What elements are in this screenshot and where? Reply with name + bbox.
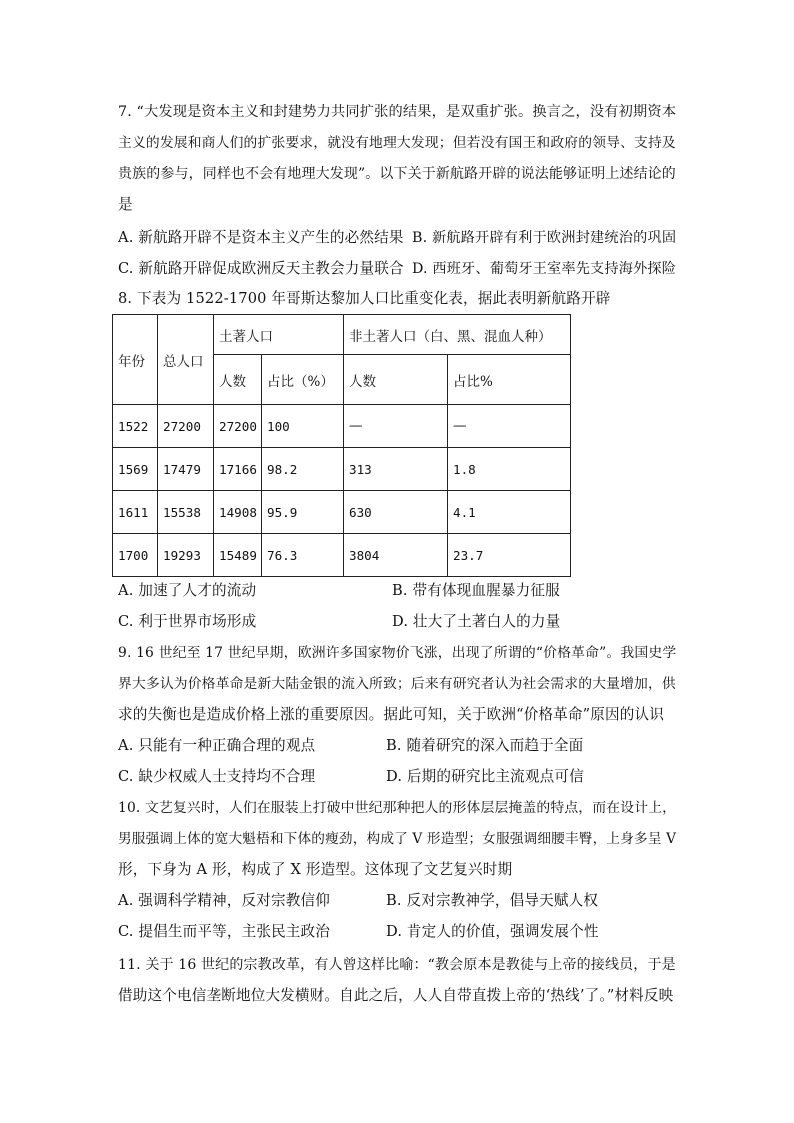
q7-option-a: A. 新航路开辟不是资本主义产生的必然结果 [118,229,404,246]
q7-stem-line-1: 7. “大发现是资本主义和封建势力共同扩张的结果，是双重扩张。换言之，没有初期资本 [118,104,677,120]
cell-year: 1700 [113,534,158,577]
q9-option-b: B. 随着研究的深入而趋于全面 [386,737,584,754]
header-non-native-share: 占比% [448,355,571,405]
q7-option-d: D. 西班牙、葡萄牙王室率先支持海外探险 [412,261,677,277]
cell-total: 27200 [158,405,214,448]
cell-native-share: 98.2 [262,448,344,491]
cell-non-native-share: 23.7 [448,534,571,577]
q9-option-c: C. 缺少权威人士支持均不合理 [118,768,316,785]
q7-stem-line-3: 贵族的参与，同样也不会有地理大发现”。以下关于新航路开辟的说法能够证明上述结论的 [118,166,676,182]
cell-non-native-count: — [344,405,448,448]
q10-option-a: A. 强调科学精神，反对宗教信仰 [118,892,330,909]
q7-option-c: C. 新航路开辟促成欧洲反天主教会力量联合 [118,260,404,277]
cell-native-share: 76.3 [262,534,344,577]
table-row [113,448,571,491]
header-year: 年份 [113,315,158,405]
cell-native-share: 95.9 [262,491,344,534]
cell-non-native-share: 1.8 [448,448,571,491]
cell-non-native-share: — [448,405,571,448]
q10-stem-line-1: 10. 文艺复兴时，人们在服装上打破中世纪那种把人的形体层层掩盖的特点，而在设计上， [118,800,677,816]
q9-option-a: A. 只能有一种正确合理的观点 [118,737,316,754]
q9-stem-line-2: 界大多认为价格革命是新大陆金银的流入所致；后来有研究者认为社会需求的大量增加，供 [118,676,676,692]
cell-year: 1611 [113,491,158,534]
cell-non-native-count: 630 [344,491,448,534]
q11-stem-line-2: 借助这个电信垄断地位大发横财。自此之后，人人自带直拨上帝的‘热线’了。”材料反映 [118,987,674,1004]
q10-option-d: D. 肯定人的价值，强调发展个性 [386,923,599,940]
population-table [112,314,571,577]
table-row [113,491,571,534]
q10-option-b: B. 反对宗教神学，倡导天赋人权 [386,892,599,909]
header-non-native-count: 人数 [344,355,448,405]
cell-total: 17479 [158,448,214,491]
q8-option-d: D. 壮大了土著白人的力量 [392,613,561,630]
table-header-row-1 [113,315,571,355]
cell-year: 1522 [113,405,158,448]
population-table-wrapper [112,314,570,576]
header-native-share: 占比（%） [262,355,344,405]
q9-option-d: D. 后期的研究比主流观点可信 [386,768,584,785]
cell-native-share: 100 [262,405,344,448]
cell-year: 1569 [113,448,158,491]
cell-non-native-share: 4.1 [448,491,571,534]
q9-stem-line-1: 9. 16 世纪至 17 世纪早期，欧洲许多国家物价飞涨，出现了所谓的“价格革命”。我国史学 [118,645,677,661]
q9-stem-line-3: 求的失衡也是造成价格上涨的重要原因。据此可知，关于欧洲“价格革命”原因的认识 [118,706,664,723]
q8-option-a: A. 加速了人才的流动 [118,582,257,599]
q8-stem: 8. 下表为 1522-1700 年哥斯达黎加人口比重变化表，据此表明新航路开辟 [118,290,611,307]
cell-native-count: 17166 [214,448,262,491]
cell-native-count: 14908 [214,491,262,534]
cell-total: 15538 [158,491,214,534]
cell-native-count: 27200 [214,405,262,448]
q7-stem-line-4: 是 [118,196,133,213]
header-native-count: 人数 [214,355,262,405]
table-row [113,534,571,577]
cell-non-native-count: 3804 [344,534,448,577]
q10-stem-line-2: 男服强调上体的宽大魁梧和下体的瘦劲，构成了 V 形造型；女服强调细腰丰臀，上身多呈 V [118,831,677,847]
q8-option-c: C. 利于世界市场形成 [118,613,257,630]
cell-non-native-count: 313 [344,448,448,491]
cell-total: 19293 [158,534,214,577]
header-total: 总人口 [158,315,214,405]
q8-option-b: B. 带有体现血腥暴力征服 [392,582,560,599]
q10-option-c: C. 提倡生而平等，主张民主政治 [118,923,331,940]
header-native: 土著人口 [214,315,344,355]
header-non-native: 非土著人口（白、黑、混血人种） [344,315,571,355]
q10-stem-line-3: 形，下身为 A 形，构成了 X 形造型。这体现了文艺复兴时期 [118,861,513,878]
q7-stem-line-2: 主义的发展和商人们的扩张要求，就没有地理大发现；但若没有国王和政府的领导、支持及 [118,135,676,151]
q7-option-b: B. 新航路开辟有利于欧洲封建统治的巩固 [412,230,677,246]
table-row [113,405,571,448]
q11-stem-line-1: 11. 关于 16 世纪的宗教改革，有人曾这样比喻：“教会原本是教徒与上帝的接线员，于是 [118,957,676,973]
cell-native-count: 15489 [214,534,262,577]
